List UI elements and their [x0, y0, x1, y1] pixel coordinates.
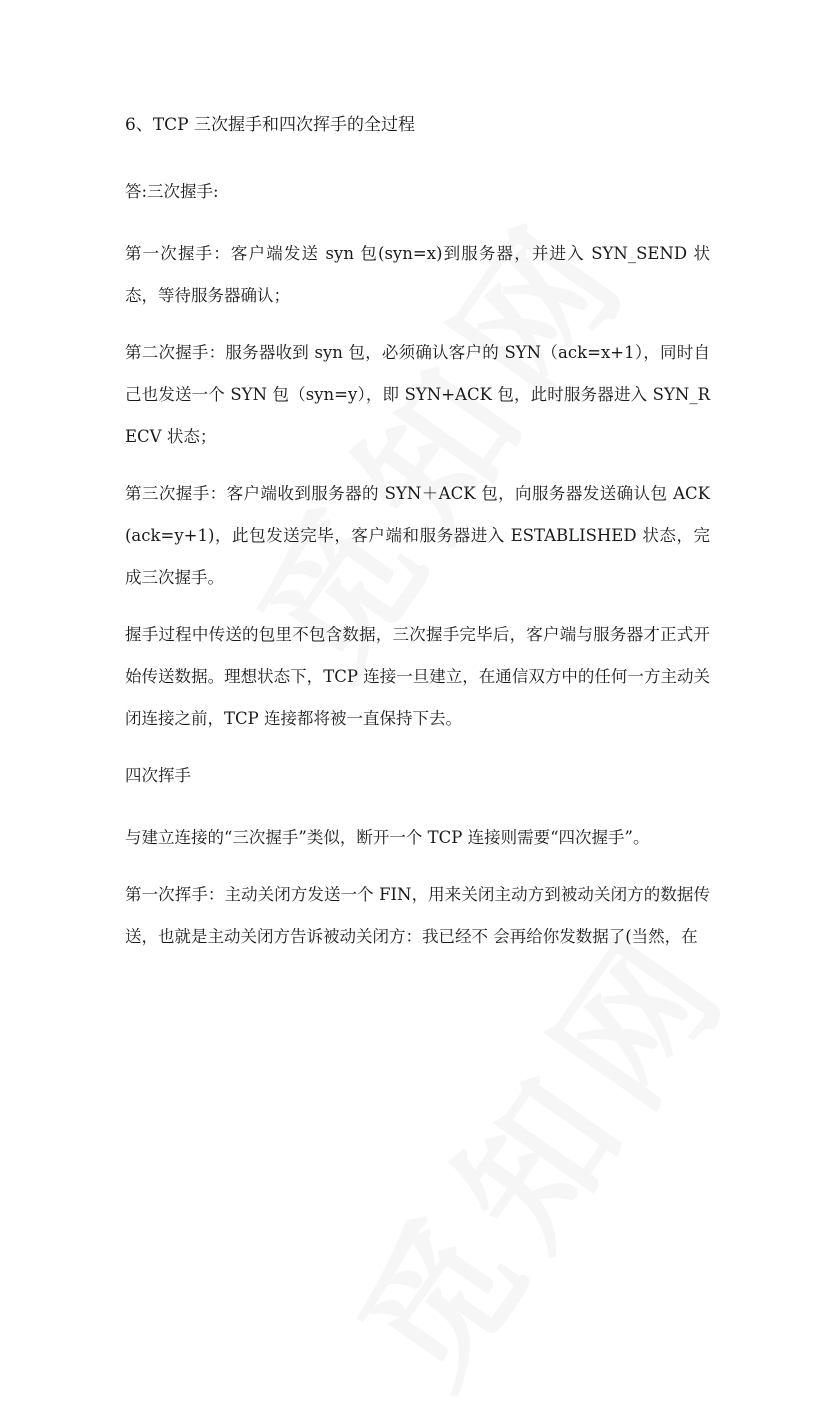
- handshake-step-3: 第三次握手：客户端收到服务器的 SYN＋ACK 包，向服务器发送确认包 ACK(ack=y+1)，此包发送完毕，客户端和服务器进入 ESTABLISHED 状态，完成三次握手。: [125, 484, 710, 587]
- wave-heading: 四次挥手: [125, 766, 191, 785]
- handshake-summary: 握手过程中传送的包里不包含数据，三次握手完毕后，客户端与服务器才正式开始传送数据。理想状态下，TCP 连接一旦建立，在通信双方中的任何一方主动关闭连接之前，TCP 连接都将被一直保持下去。: [125, 625, 710, 728]
- document-body: [125, 110, 710, 973]
- handshake-step-2: 第二次握手：服务器收到 syn 包，必须确认客户的 SYN（ack=x+1），同时自己也发送一个 SYN 包（syn=y），即 SYN+ACK 包，此时服务器进入 SYN_RECV 状态；: [125, 343, 710, 446]
- wave-step-1: 第一次挥手：主动关闭方发送一个 FIN，用来关闭主动方到被动关闭方的数据传送，也就是主动关闭方告诉被动关闭方：我已经不 会再给你发数据了(当然，在: [125, 885, 710, 946]
- handshake-step-1: 第一次握手：客户端发送 syn 包(syn=x)到服务器，并进入 SYN_SEND 状态，等待服务器确认；: [125, 244, 710, 305]
- wave-intro: 与建立连接的“三次握手”类似，断开一个 TCP 连接则需要“四次握手”。: [125, 828, 650, 847]
- answer-heading: 答:三次握手:: [125, 182, 219, 201]
- section-title: 6、TCP 三次握手和四次挥手的全过程: [125, 115, 416, 135]
